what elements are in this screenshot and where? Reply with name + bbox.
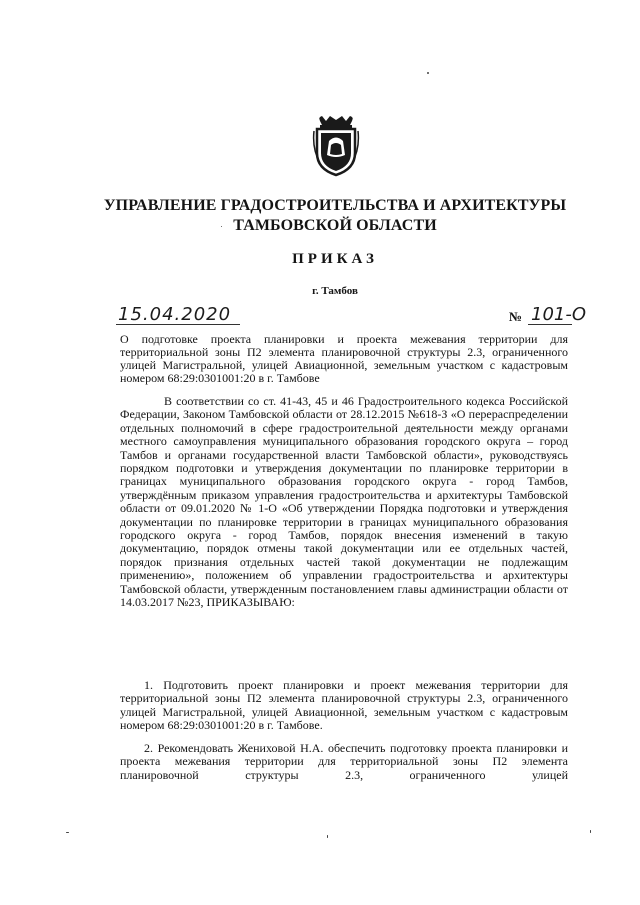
city: г. Тамбов bbox=[312, 285, 358, 297]
order-item-1-text: 1. Подготовить проект планировки и проект межевания территории для территориальной зоны П2 элемента планировочной структуры 2.3, ограниченного улицей Магистральной, улицей Авиационной, земельным участком с кадастровым номером 68:29:0301001:20 в г. Тамбове. bbox=[120, 678, 568, 733]
preamble-paragraph bbox=[120, 395, 568, 610]
scan-speck bbox=[590, 830, 591, 833]
document-type: ПРИКАЗ bbox=[292, 251, 378, 267]
tambov-coat-of-arms-icon bbox=[312, 115, 360, 177]
order-subject: О подготовке проекта планировки и проекта межевания территории для территориальной зоны П2 элемента планировочной структуры 2.3, ограниченного улицей Магистральной, улицей Авиационной, земельным участком с кадастровым номером 68:29:0301001:20 в г. Тамбове bbox=[120, 332, 568, 385]
order-item-2-text: 2. Рекомендовать Жениховой Н.А. обеспечить подготовку проекта планировки и проекта межевания территории для территориальной зоны П2 элемента планировочной структуры 2.3, ограниченного улицей bbox=[120, 741, 568, 782]
preamble-text: В соответствии со ст. 41-43, 45 и 46 Градостроительного кодекса Российской Федерации, Законом Тамбовской области от 28.12.2015 №618-З «О перераспределении отдельных полномочий в сфере градостроительной деятельности между органами местного самоуправления муниципального образования городского округа – город Тамбов и органами государственной власти Тамбовской области», руководствуясь порядком подготовки и утверждения документации по планировке территории в границах муниципального образования городского округа - город Тамбов, утверждённым приказом управления градостроительства и архитектуры Тамбовской области от 09.01.2020 № 1-О «Об утверждении Порядка подготовки и утверждения документации по планировке территории в границах муниципального образования городского округа - город Тамбов, порядок внесения изменений в такую документацию, порядок отмены такой документации или ее отдельных частей, порядок признания отдельных частей такой документации не подлежащим применению», положением об управлении градостроительства и архитектуры Тамбовской области, утвержденным постановлением главы администрации области от 14.03.2017 №23, ПРИКАЗЫВАЮ: bbox=[120, 394, 568, 610]
scan-speck bbox=[221, 226, 222, 227]
date-underline bbox=[116, 324, 240, 325]
handwritten-number: 101-О bbox=[531, 304, 587, 325]
order-item-1 bbox=[120, 679, 568, 733]
organization-title bbox=[60, 196, 610, 236]
number-underline bbox=[528, 324, 572, 325]
organization-title-line1: УПРАВЛЕНИЕ ГРАДОСТРОИТЕЛЬСТВА И АРХИТЕКТУРЫ bbox=[103, 197, 567, 214]
organization-title-line2: ТАМБОВСКОЙ ОБЛАСТИ bbox=[233, 217, 437, 234]
scan-speck bbox=[427, 72, 429, 74]
scan-speck bbox=[327, 835, 328, 838]
number-label: № bbox=[509, 309, 523, 324]
scan-speck bbox=[66, 832, 69, 833]
order-item-2 bbox=[120, 742, 568, 782]
handwritten-date: 15.04.2020 bbox=[118, 304, 232, 325]
